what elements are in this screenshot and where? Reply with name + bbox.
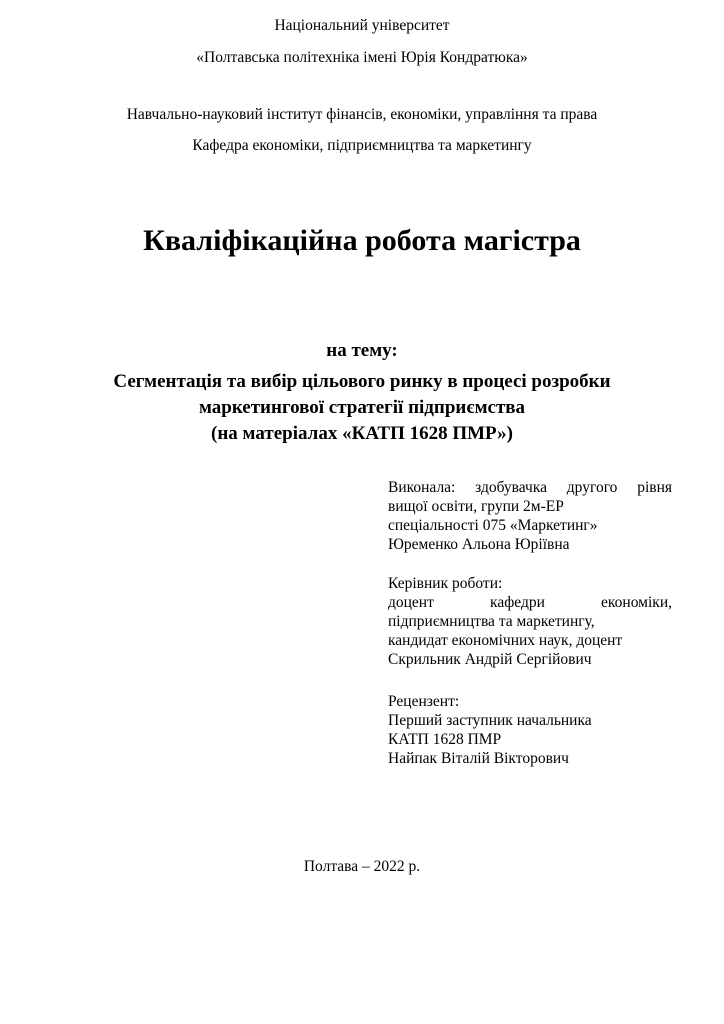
supervisor-block: [388, 574, 672, 669]
author-line-2: вищої освіти, групи 2м-ЕР: [388, 498, 564, 515]
author-name: Юременко Альона Юріївна: [388, 536, 570, 553]
reviewer-label: Рецензент:: [388, 693, 460, 710]
reviewer-line-2: КАТП 1628 ПМР: [388, 731, 502, 748]
supervisor-line-1: доцент кафедри економіки,: [388, 594, 672, 611]
author-line-3: спеціальності 075 «Маркетинг»: [388, 517, 598, 534]
supervisor-line-2: підприємництва та маркетингу,: [388, 613, 595, 630]
supervisor-label: Керівник роботи:: [388, 575, 503, 592]
author-line-1: Виконала: здобувачка другого рівня: [388, 479, 672, 496]
reviewer-name: Найпак Віталій Вікторович: [388, 750, 569, 767]
topic-label: на тему:: [326, 340, 398, 361]
institute-name: Навчально-науковий інститут фінансів, економіки, управління та права: [126, 106, 598, 123]
topic-line-3: (на матеріалах «КАТП 1628 ПМР»): [211, 423, 513, 444]
topic-line-1: Сегментація та вибір цільового ринку в процесі розробки: [113, 371, 611, 392]
topic-line-2: маркетингової стратегії підприємства: [198, 397, 526, 418]
reviewer-line-1: Перший заступник начальника: [388, 712, 592, 729]
city-year: Полтава – 2022 р.: [303, 858, 421, 875]
document-title: Кваліфікаційна робота магістра: [143, 224, 581, 257]
department-name: Кафедра економіки, підприємництва та маркетингу: [192, 137, 532, 154]
supervisor-line-3: кандидат економічних наук, доцент: [388, 632, 623, 649]
author-block: [388, 478, 672, 554]
university-name: Національний університет: [274, 17, 450, 34]
supervisor-name: Скрильник Андрій Сергійович: [388, 651, 592, 668]
reviewer-block: [388, 692, 672, 768]
university-full-name: «Полтавська політехніка імені Юрія Кондратюка»: [196, 49, 528, 66]
